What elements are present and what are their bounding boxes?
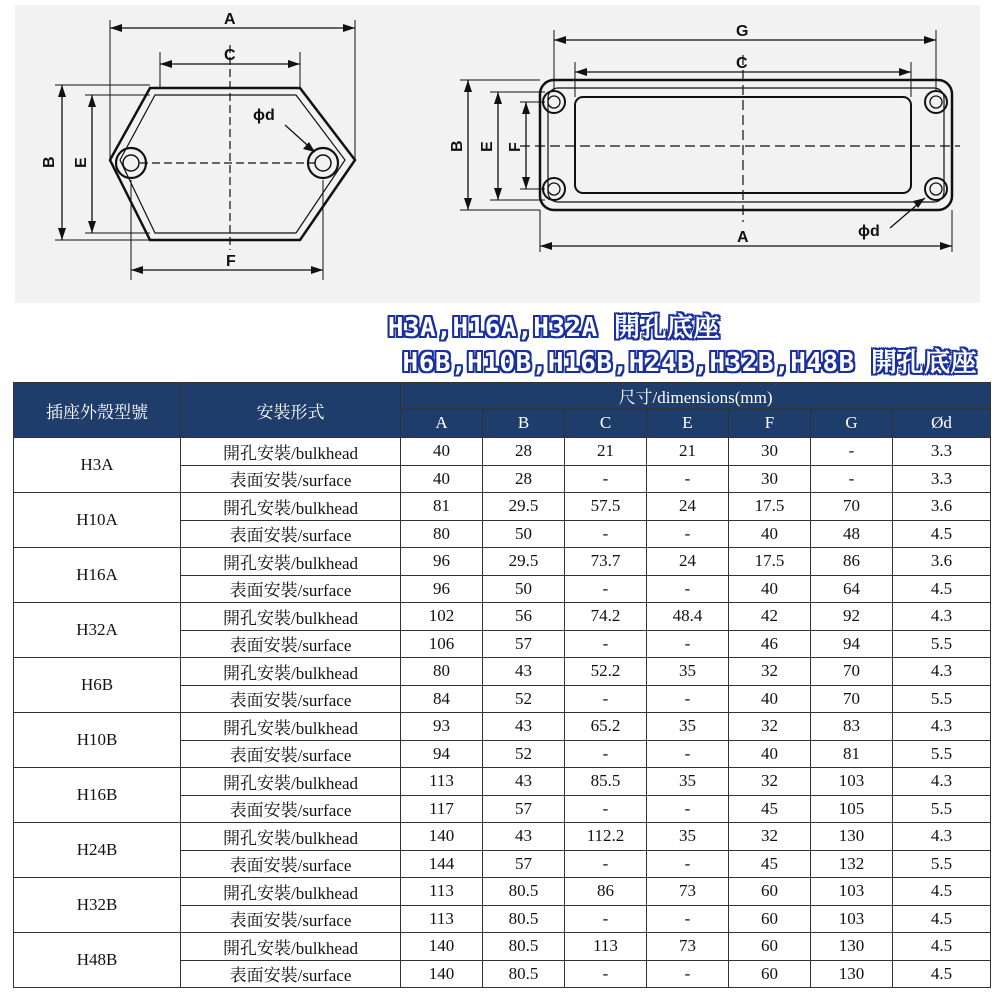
dimension-cell: 60 [729,905,811,933]
dimension-cell: 60 [729,960,811,988]
mount-type-cell: 表面安裝/surface [181,520,401,548]
column-header: E [647,409,729,438]
dimension-cell: 21 [565,438,647,466]
dimension-cell: 40 [729,520,811,548]
dimension-cell: 46 [729,630,811,658]
left-label-c: C [224,47,236,64]
dimension-cell: 94 [401,740,483,768]
dimension-cell: - [811,438,893,466]
dimension-cell: 43 [483,713,565,741]
dimension-cell: 83 [811,713,893,741]
mount-type-cell: 表面安裝/surface [181,740,401,768]
dimension-cell: 65.2 [565,713,647,741]
dimension-cell: 43 [483,658,565,686]
title-line-b-series: H6B,H10B,H16B,H24B,H32B,H48B 開孔底座 [402,348,977,378]
dimension-cell: 40 [729,740,811,768]
mount-type-cell: 開孔安裝/bulkhead [181,658,401,686]
dimension-cell: - [811,465,893,493]
dimension-table [13,382,991,988]
dimension-cell: 4.3 [893,823,991,851]
dimension-cell: 96 [401,548,483,576]
dimension-cell: 64 [811,575,893,603]
dimension-cell: 50 [483,575,565,603]
dimension-cell: 86 [565,878,647,906]
dimension-cell: 3.3 [893,465,991,493]
dimension-cell: - [565,575,647,603]
dimension-cell: - [647,905,729,933]
mount-type-cell: 表面安裝/surface [181,905,401,933]
dimension-cell: 48 [811,520,893,548]
dimension-cell: 3.3 [893,438,991,466]
mount-type-cell: 表面安裝/surface [181,575,401,603]
left-label-b: B [41,156,58,168]
dimension-cell: 48.4 [647,603,729,631]
dimension-cell: 57 [483,850,565,878]
right-label-b: B [449,140,466,152]
dimension-cell: 106 [401,630,483,658]
dimension-cell: 4.5 [893,960,991,988]
dimension-cell: - [565,520,647,548]
table-row [14,658,991,686]
right-label-g: G [736,23,749,40]
header-model: 插座外殼型號 [14,383,181,438]
dimension-cell: 4.5 [893,575,991,603]
dimension-cell: - [565,960,647,988]
column-header: G [811,409,893,438]
dimension-cell: 56 [483,603,565,631]
dimension-cell: - [565,630,647,658]
dimension-cell: 5.5 [893,630,991,658]
dimension-cell: 42 [729,603,811,631]
dimension-cell: - [647,630,729,658]
dimension-cell: 40 [729,685,811,713]
mount-type-cell: 表面安裝/surface [181,630,401,658]
dimension-cell: 4.5 [893,933,991,961]
dimension-cell: - [647,960,729,988]
dimension-cell: 24 [647,493,729,521]
mount-type-cell: 表面安裝/surface [181,795,401,823]
dimension-cell: 140 [401,960,483,988]
model-cell: H48B [14,933,181,988]
right-label-e: E [479,141,496,152]
mount-type-cell: 開孔安裝/bulkhead [181,878,401,906]
table-row [14,603,991,631]
right-label-f: F [507,142,524,152]
dimension-cell: 117 [401,795,483,823]
dimension-cell: 35 [647,713,729,741]
dimension-cell: 28 [483,465,565,493]
dimension-cell: - [647,575,729,603]
dimension-cell: - [647,520,729,548]
mount-type-cell: 開孔安裝/bulkhead [181,548,401,576]
dimension-drawings [0,0,1000,305]
dimension-cell: 70 [811,685,893,713]
dimension-cell: 102 [401,603,483,631]
table-row [14,713,991,741]
dimension-cell: 130 [811,960,893,988]
dimension-cell: 30 [729,438,811,466]
dimension-cell: - [647,740,729,768]
model-cell: H16B [14,768,181,823]
column-header: B [483,409,565,438]
dimension-cell: 60 [729,933,811,961]
dimension-cell: 80.5 [483,960,565,988]
dimension-cell: 132 [811,850,893,878]
dimension-cell: 73 [647,933,729,961]
dimension-cell: 103 [811,768,893,796]
dimension-cell: 94 [811,630,893,658]
dimension-cell: 57 [483,630,565,658]
dimension-cell: 4.5 [893,878,991,906]
dimension-cell: 24 [647,548,729,576]
dimension-cell: 113 [565,933,647,961]
title-line-a-series: H3A,H16A,H32A 開孔底座 [387,313,720,343]
dimension-cell: - [647,465,729,493]
mount-type-cell: 表面安裝/surface [181,850,401,878]
dimension-cell: 3.6 [893,548,991,576]
left-label-phi-d: ϕd [253,107,275,124]
table-row [14,933,991,961]
dimension-cell: 32 [729,768,811,796]
dimension-cell: 17.5 [729,548,811,576]
dimension-cell: 30 [729,465,811,493]
dimension-cell: 32 [729,658,811,686]
table-row [14,493,991,521]
column-header: A [401,409,483,438]
mount-type-cell: 開孔安裝/bulkhead [181,713,401,741]
right-label-a: A [737,229,749,246]
model-cell: H24B [14,823,181,878]
model-cell: H32B [14,878,181,933]
dimension-cell: 28 [483,438,565,466]
dimension-cell: 74.2 [565,603,647,631]
dimension-cell: 80 [401,658,483,686]
mount-type-cell: 開孔安裝/bulkhead [181,823,401,851]
dimension-cell: 50 [483,520,565,548]
dimension-cell: 5.5 [893,685,991,713]
dimension-cell: - [565,465,647,493]
dimension-cell: 35 [647,768,729,796]
dimension-cell: 96 [401,575,483,603]
table-row [14,548,991,576]
dimension-cell: 105 [811,795,893,823]
dimension-cell: 81 [811,740,893,768]
dimension-cell: 60 [729,878,811,906]
mount-type-cell: 開孔安裝/bulkhead [181,603,401,631]
dimension-cell: 80.5 [483,933,565,961]
model-cell: H6B [14,658,181,713]
dimension-cell: 43 [483,768,565,796]
table-row [14,823,991,851]
dimension-cell: 140 [401,823,483,851]
dimension-cell: 4.5 [893,520,991,548]
dimension-cell: 4.5 [893,905,991,933]
dimension-cell: 140 [401,933,483,961]
model-cell: H32A [14,603,181,658]
table-body [14,438,991,988]
dimension-cell: 86 [811,548,893,576]
dimension-cell: - [565,795,647,823]
title-block [340,305,995,380]
dimension-cell: 81 [401,493,483,521]
dimension-cell: 112.2 [565,823,647,851]
dimension-cell: 21 [647,438,729,466]
mount-type-cell: 開孔安裝/bulkhead [181,768,401,796]
dimension-cell: 85.5 [565,768,647,796]
dimension-cell: - [647,685,729,713]
dimension-cell: 113 [401,768,483,796]
dimension-cell: 52 [483,685,565,713]
left-label-e: E [73,157,90,168]
mount-type-cell: 表面安裝/surface [181,685,401,713]
dimension-cell: 73.7 [565,548,647,576]
dimension-cell: - [647,795,729,823]
column-header: Ød [893,409,991,438]
dimension-cell: 52 [483,740,565,768]
model-cell: H10B [14,713,181,768]
dimension-cell: 57 [483,795,565,823]
dimension-cell: 40 [401,465,483,493]
dimension-cell: 103 [811,878,893,906]
dimension-cell: - [565,685,647,713]
dimension-cell: - [565,740,647,768]
dimension-cell: 80 [401,520,483,548]
dimension-cell: 144 [401,850,483,878]
dimension-cell: - [565,905,647,933]
mount-type-cell: 開孔安裝/bulkhead [181,493,401,521]
dimension-cell: 4.3 [893,658,991,686]
dimension-cell: 113 [401,905,483,933]
dimension-cell: 17.5 [729,493,811,521]
dimension-cell: 130 [811,933,893,961]
dimension-cell: 70 [811,493,893,521]
table-row [14,438,991,466]
dimension-cell: 80.5 [483,878,565,906]
column-header: F [729,409,811,438]
dimension-cell: 4.3 [893,603,991,631]
dimension-cell: 5.5 [893,740,991,768]
dimension-cell: 40 [729,575,811,603]
dimension-cell: 35 [647,823,729,851]
header-mount-type: 安裝形式 [181,383,401,438]
left-label-f: F [226,253,236,270]
dimension-cell: - [565,850,647,878]
dimension-cell: 29.5 [483,548,565,576]
model-cell: H3A [14,438,181,493]
dimension-cell: 5.5 [893,850,991,878]
dimension-cell: 52.2 [565,658,647,686]
dimension-cell: 73 [647,878,729,906]
mount-type-cell: 表面安裝/surface [181,465,401,493]
model-cell: H10A [14,493,181,548]
dimension-cell: 93 [401,713,483,741]
dimension-cell: 43 [483,823,565,851]
dimension-cell: 84 [401,685,483,713]
column-header: C [565,409,647,438]
dimension-cell: 80.5 [483,905,565,933]
dimension-cell: 32 [729,713,811,741]
table-row [14,878,991,906]
dimension-cell: 103 [811,905,893,933]
dimension-cell: 45 [729,850,811,878]
mount-type-cell: 開孔安裝/bulkhead [181,933,401,961]
dimension-cell: 113 [401,878,483,906]
dimension-cell: 70 [811,658,893,686]
mount-type-cell: 表面安裝/surface [181,960,401,988]
model-cell: H16A [14,548,181,603]
header-dimensions: 尺寸/dimensions(mm) [401,383,991,409]
dimension-cell: 3.6 [893,493,991,521]
dimension-cell: 5.5 [893,795,991,823]
dimension-cell: - [647,850,729,878]
right-label-phi-d: ϕd [858,223,880,240]
dimension-cell: 29.5 [483,493,565,521]
table-row [14,768,991,796]
mount-type-cell: 開孔安裝/bulkhead [181,438,401,466]
left-label-a: A [224,11,236,28]
dimension-cell: 45 [729,795,811,823]
dimension-cell: 32 [729,823,811,851]
dimension-cell: 40 [401,438,483,466]
dimension-cell: 4.3 [893,768,991,796]
dimension-cell: 57.5 [565,493,647,521]
dimension-cell: 130 [811,823,893,851]
dimension-cell: 35 [647,658,729,686]
dimension-cell: 92 [811,603,893,631]
dimension-cell: 4.3 [893,713,991,741]
right-label-c: C [736,55,748,72]
